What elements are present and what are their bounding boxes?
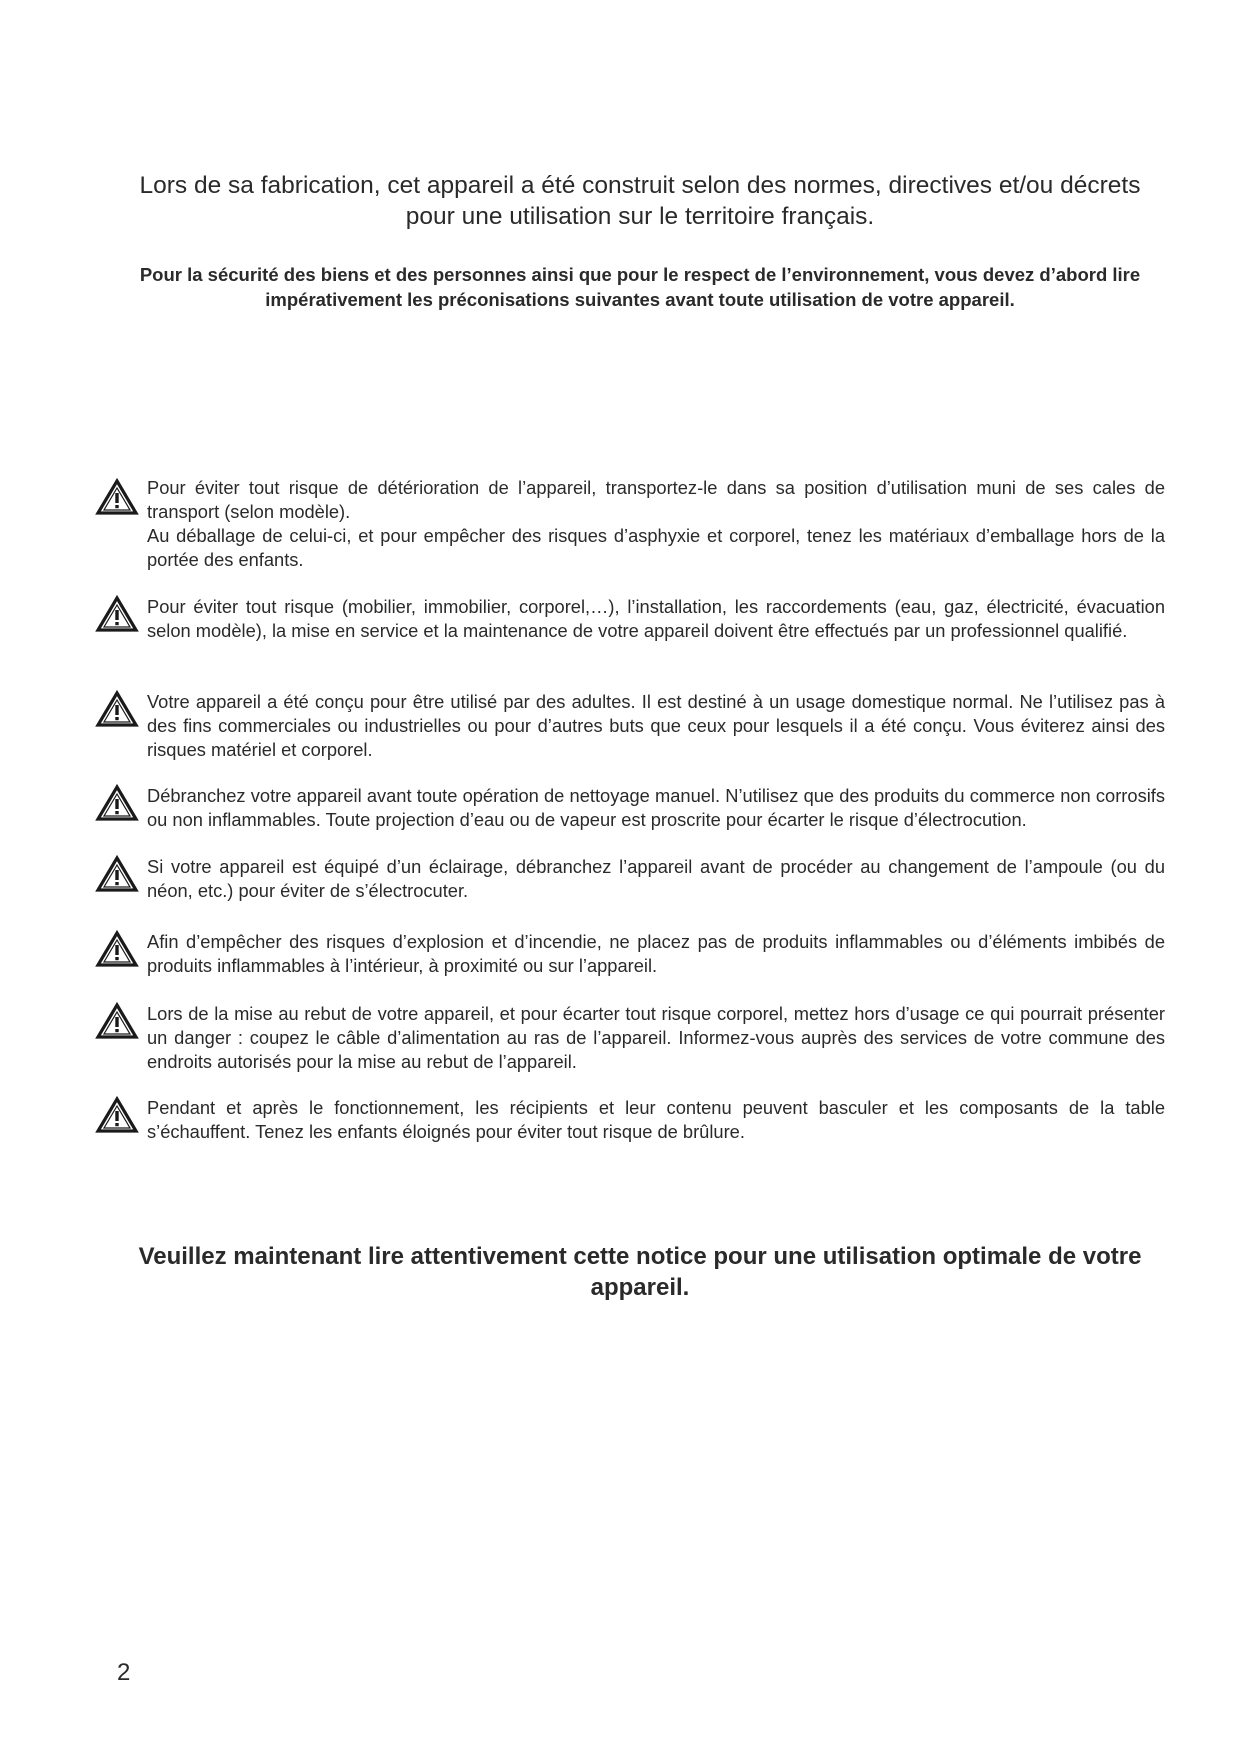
warning-text xyxy=(147,476,1165,572)
warning-paragraph: Si votre appareil est équipé d’un éclairage, débranchez l’appareil avant de procéder au changement de l’ampoule (ou du néon, etc.) pour éviter de s’électrocuter. xyxy=(147,856,1165,901)
warning-text xyxy=(147,784,1165,832)
warning-paragraph: Lors de la mise au rebut de votre appareil, et pour écarter tout risque corporel, mettez hors d’usage ce qui pourrait présenter un danger : coupez le câble d’alimentation au ras de l’appareil. Informez-vous auprès des services de votre commune des endroits autorisés pour la mise au rebut de l’appareil. xyxy=(147,1003,1165,1072)
warning-paragraph: Pour éviter tout risque (mobilier, immobilier, corporel,…), l’installation, les raccordements (eau, gaz, électricité, évacuation selon modèle), la mise en service et la maintenance de votre appareil doivent être effectués par un professionnel qualifié. xyxy=(147,596,1165,641)
warning-triangle-icon xyxy=(95,784,139,822)
warning-paragraph: Pour éviter tout risque de détérioration de l’appareil, transportez-le dans sa position d’utilisation muni de ses cales de transport (selon modèle). xyxy=(147,477,1165,522)
warning-triangle-icon xyxy=(95,930,139,968)
warning-triangle-icon xyxy=(95,690,139,728)
warning-paragraph: Pendant et après le fonctionnement, les récipients et leur contenu peuvent basculer et les composants de la table s’échauffent. Tenez les enfants éloignés pour éviter tout risque de brûlure. xyxy=(147,1097,1165,1142)
warning-paragraph: Débranchez votre appareil avant toute opération de nettoyage manuel. N’utilisez que des produits du commerce non corrosifs ou non inflammables. Toute projection d’eau ou de vapeur est proscrite pour écarter le risque d’électrocution. xyxy=(147,785,1165,830)
warning-triangle-icon xyxy=(95,595,139,633)
warning-triangle-icon xyxy=(95,1096,139,1134)
page-number: 2 xyxy=(117,1659,131,1686)
warning-paragraph: Afin d’empêcher des risques d’explosion et d’incendie, ne placez pas de produits inflammables ou d’éléments imbibés de produits inflammables à l’intérieur, à proximité ou sur l’appareil. xyxy=(147,931,1165,976)
warning-text xyxy=(147,855,1165,903)
warning-triangle-icon xyxy=(95,1002,139,1040)
warning-paragraph: Votre appareil a été conçu pour être utilisé par des adultes. Il est destiné à un usage domestique normal. Ne l’utilisez pas à des fins commerciales ou industrielles ou pour d’autres buts que ceux pour lesquels il a été conçu. Vous éviterez ainsi des risques matériel et corporel. xyxy=(147,691,1165,760)
intro-statement: Lors de sa fabrication, cet appareil a été construit selon des normes, directives et/ou décrets pour une utilisation sur le territoire français. xyxy=(139,172,1141,230)
warning-text xyxy=(147,930,1165,978)
warning-text xyxy=(147,595,1165,643)
warning-text xyxy=(147,690,1165,762)
safety-lead-paragraph: Pour la sécurité des biens et des personnes ainsi que pour le respect de l’environnement, vous devez d’abord lire impérativement les préconisations suivantes avant toute utilisation de votre appareil. xyxy=(139,264,1141,310)
warning-triangle-icon xyxy=(95,478,139,516)
closing-statement: Veuillez maintenant lire attentivement cette notice pour une utilisation optimale de votre appareil. xyxy=(138,1243,1142,1301)
warning-triangle-icon xyxy=(95,855,139,893)
warning-text xyxy=(147,1002,1165,1074)
warning-paragraph: Au déballage de celui-ci, et pour empêcher des risques d’asphyxie et corporel, tenez les matériaux d’emballage hors de la portée des enfants. xyxy=(147,525,1165,570)
warning-text xyxy=(147,1096,1165,1144)
